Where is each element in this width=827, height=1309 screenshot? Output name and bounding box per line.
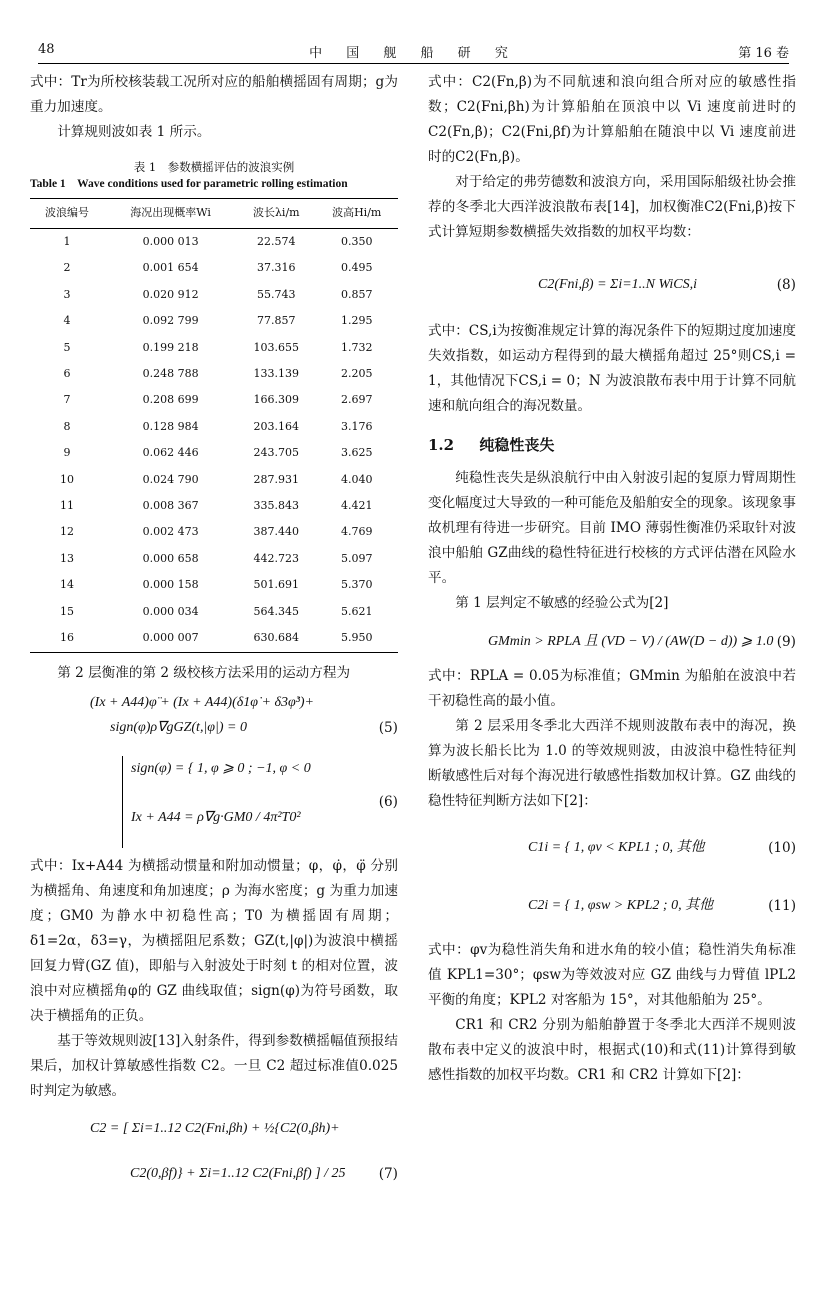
table-cell: 5.370	[340, 578, 373, 592]
table-cell: 0.350	[340, 235, 373, 248]
table-cell: 2.205	[340, 367, 373, 381]
volume-label: 第 16 卷	[738, 46, 789, 61]
table-cell: 630.684	[237, 625, 315, 652]
table-header-cell: 波高Hi/m	[315, 199, 398, 229]
table-cell: 8	[63, 419, 71, 433]
table-caption-en: Table 1 Wave conditions used for parametric rolling estimation	[30, 178, 348, 190]
table-cell: 22.574	[257, 235, 296, 248]
table-cell: 0.199 218	[142, 340, 199, 354]
left-column	[30, 70, 398, 1200]
table-cell: 4.040	[340, 472, 373, 486]
table-cell: 0.008 367	[142, 499, 199, 513]
eq8-number: (8)	[776, 277, 796, 293]
table-cell: 6	[63, 367, 71, 381]
table-cell: 387.440	[253, 525, 300, 539]
table-row	[30, 546, 398, 572]
table-cell: 0.128 984	[142, 419, 199, 433]
table-cell: 166.309	[253, 393, 300, 407]
table-row	[30, 440, 398, 466]
table-cell: 0.001 654	[142, 261, 199, 275]
table-cell: 0.002 473	[142, 525, 199, 539]
paragraph: 计算规则波如表 1 所示。	[57, 124, 211, 140]
table-cell: 77.857	[257, 314, 296, 328]
table-cell: 335.843	[253, 499, 300, 513]
eq6-number: (6)	[378, 793, 398, 810]
equation-7	[30, 1116, 398, 1200]
table-cell: 0.857	[340, 287, 373, 301]
table-cell: 0.062 446	[142, 446, 199, 460]
paragraph: 式中：Tr为所校核装载工况所对应的船舶横摇固有周期；g为重力加速度。	[30, 74, 398, 115]
table-cell: 14	[60, 578, 75, 592]
eq6-line2: Ix + A44 = ρ∇g·GM0 / 4π²T0²	[131, 809, 301, 825]
table-row	[30, 519, 398, 545]
eq10-number: (10)	[768, 840, 796, 856]
table-cell: 3	[63, 287, 71, 301]
eq8-body: C2(Fni,β) = Σi=1..N WiCS,i	[538, 277, 698, 292]
table-header-cell: 波长λi/m	[237, 199, 315, 229]
table-cell: 0.000 013	[142, 235, 199, 248]
table-cell: 4.421	[340, 499, 373, 513]
table-cell: 564.345	[253, 604, 300, 618]
table-row	[30, 414, 398, 440]
eq5-number: (5)	[378, 719, 398, 736]
table-cell: 5	[63, 340, 71, 354]
table-cell: 0.020 912	[142, 287, 199, 301]
table-cell: 10	[60, 472, 75, 486]
eq11-number: (11)	[768, 898, 796, 914]
table-row	[30, 308, 398, 334]
equation-6	[122, 756, 398, 848]
table-cell: 0.000 658	[142, 551, 199, 565]
page-number: 48	[38, 42, 55, 57]
paragraph: CR1 和 CR2 分别为船舶静置于冬季北大西洋不规则波散布表中定义的波浪中时，根据式(10)和式(11)计算得到敏感性指数的加权平均数。CR1 和 CR2 计算如下[2]：	[428, 1017, 796, 1083]
table-cell: 12	[60, 525, 75, 539]
table-row	[30, 335, 398, 361]
table-cell: 2	[63, 261, 71, 275]
wave-table	[30, 198, 398, 653]
table-cell: 13	[60, 551, 75, 565]
paragraph: 式中：C2(Fn,β)为不同航速和浪向组合所对应的敏感性指数；C2(Fni,βh)为计算船舶在顶浪中以 Vi 速度前进时的C2(Fn,β)；C2(Fni,βf)为计算船舶在随浪中以 Vi 速度前进时的C2(Fn,β)。	[428, 74, 796, 165]
equation-8	[428, 255, 796, 315]
table-row	[30, 625, 398, 652]
table-cell: 0.248 788	[142, 367, 199, 381]
right-column	[428, 70, 796, 1088]
running-header	[38, 42, 789, 62]
table-cell: 0.000 034	[142, 604, 199, 618]
table-row	[30, 599, 398, 625]
table-cell: 1.295	[340, 314, 373, 328]
table-cell: 442.723	[253, 551, 300, 565]
paragraph: 式中：φv为稳性消失角和进水角的较小值；稳性消失角标准值 KPL1=30°；φsw为等效波对应 GZ 曲线与力臂值 lPL2 平衡的角度；KPL2 对客船为 15°，对其他船舶为 25°。	[428, 942, 796, 1008]
table-cell: 0.208 699	[142, 393, 199, 407]
table-cell: 287.931	[253, 472, 300, 486]
table-cell: 15	[60, 604, 75, 618]
paragraph: 式中：RPLA = 0.05为标准值；GMmin 为船舶在波浪中若干初稳性高的最小值。	[428, 668, 796, 709]
eq5-line1: (Ix + A44)φ̈ + (Ix + A44)(δ1φ̇ + δ3φ̇³)+	[90, 694, 315, 710]
equation-5	[30, 690, 398, 742]
paragraph: 纯稳性丧失是纵浪航行中由入射波引起的复原力臂周期性变化幅度过大导致的一种可能危及船舶安全的现象。该现象事故机理有待进一步研究。目前 IMO 薄弱性衡准仍采取针对波浪中船舶 GZ曲线的稳性特征进行校核的方式评估潜在风险水平。	[428, 470, 796, 586]
table-row	[30, 493, 398, 519]
table-row	[30, 467, 398, 493]
table-cell: 243.705	[253, 446, 300, 460]
eq6-line1: sign(φ) = { 1, φ ⩾ 0 ; −1, φ < 0	[131, 760, 311, 776]
section-title: 纯稳性丧失	[479, 436, 555, 454]
paragraph: 基于等效规则波[13]入射条件，得到参数横摇幅值预报结果后，加权计算敏感性指数 C2。一旦 C2 超过标准值0.025 时判定为敏感。	[30, 1032, 398, 1099]
table-cell: 5.621	[340, 604, 373, 618]
eq7-line1: C2 = [ Σi=1..12 C2(Fni,βh) + ½{C2(0,βh)+	[90, 1120, 340, 1136]
section-heading	[428, 433, 796, 458]
table-cell: 501.691	[253, 578, 300, 592]
eq5-line2: sign(φ)ρ∇gGZ(t,|φ|) = 0	[110, 719, 247, 735]
eq7-number: (7)	[378, 1165, 398, 1182]
table-cell: 1	[63, 235, 71, 248]
header-rule	[38, 63, 789, 64]
table-cell: 133.139	[253, 367, 300, 381]
table-cell: 3.176	[340, 419, 373, 433]
table-cell: 7	[63, 393, 71, 407]
table-cell: 103.655	[253, 340, 300, 354]
table-cell: 0.000 007	[104, 625, 237, 652]
paragraph: 第 1 层判定不敏感的经验公式为[2]	[455, 595, 669, 611]
paragraph: 对于给定的弗劳德数和波浪方向，采用国际船级社协会推荐的冬季北大西洋波浪散布表[14]，加权衡准C2(Fni,β)按下式计算短期参数横摇失效指数的加权平均数：	[428, 174, 796, 240]
table-cell: 0.000 158	[142, 578, 199, 592]
journal-title: 中 国 舰 船 研 究	[309, 46, 518, 61]
table-cell: 9	[63, 446, 71, 460]
table-cell: 0.092 799	[142, 314, 199, 328]
table-cell: 0.495	[340, 261, 373, 275]
table-row	[30, 229, 398, 256]
eq10-body: C1i = { 1, φv < KPL1 ; 0, 其他	[528, 840, 705, 855]
table-cell: 5.097	[340, 551, 373, 565]
table-row	[30, 361, 398, 387]
table-cell: 16	[30, 625, 104, 652]
equation-9	[428, 620, 796, 664]
paragraph: 式中：Ix+A44 为横摇动惯量和附加动惯量；φ，φ̇，φ̈ 分别为横摇角、角速度和角加速度；ρ 为海水密度；g 为重力加速度；GM0 为静水中初稳性高；T0 为横摇固有周期；δ1=2α，δ3=γ，为横摇阻尼系数；GZ(t,|φ|)为波浪中横摇回复力臂(GZ 值)，即船与入射波处于时刻 t 的相对位置，波浪中对应横摇角φ的 GZ 曲线取值；sign(φ)为符号函数，取决于横摇角的正负。	[30, 857, 398, 1024]
table-cell: 4.769	[340, 525, 373, 539]
table-header-cell: 波浪编号	[30, 199, 104, 229]
eq9-body: GMmin > RPLA 且 (VD − V) / (AW(D − d)) ⩾ 1.0	[488, 634, 774, 649]
table-row	[30, 572, 398, 598]
table-cell: 3.625	[340, 446, 373, 460]
table-cell: 2.697	[340, 393, 373, 407]
equation-11	[428, 880, 796, 932]
table-row	[30, 255, 398, 281]
equation-10	[428, 822, 796, 874]
eq7-line2: C2(0,βf)} + Σi=1..12 C2(Fni,βf) ] / 25	[130, 1165, 346, 1181]
table-row	[30, 282, 398, 308]
table-cell: 203.164	[253, 419, 300, 433]
table-cell: 55.743	[257, 287, 296, 301]
paragraph: 第 2 层衡准的第 2 级校核方法采用的运动方程为	[57, 664, 351, 681]
eq9-number: (9)	[776, 634, 796, 650]
table-cell: 37.316	[257, 261, 296, 275]
table-cell: 5.950	[315, 625, 398, 652]
paragraph: 式中：CS,i为按衡准规定计算的海况条件下的短期过度加速度失效指数，如运动方程得到的最大横摇角超过 25°则CS,i = 1，其他情况下CS,i = 0；N 为波浪散布表中用于计算不同航速和航向组合的海况数量。	[428, 323, 796, 414]
table-cell: 0.024 790	[142, 472, 199, 486]
table-cell: 1.732	[340, 340, 373, 354]
table-cell: 4	[63, 314, 71, 328]
eq11-body: C2i = { 1, φsw > KPL2 ; 0, 其他	[528, 898, 714, 913]
paragraph: 第 2 层采用冬季北大西洋不规则波散布表中的海况，换算为波长船长比为 1.0 的等效规则波，由波浪中稳性特征判断敏感性后对每个海况进行敏感性指数加权计算。GZ 曲线的稳性特征判断方法如下[2]：	[428, 718, 796, 809]
table-cell: 11	[60, 499, 75, 513]
table-caption-cn: 表 1 参数横摇评估的波浪实例	[133, 160, 295, 174]
section-number: 1.2	[428, 436, 455, 454]
table-header-cell: 海况出现概率Wi	[104, 199, 237, 229]
table-row	[30, 387, 398, 413]
